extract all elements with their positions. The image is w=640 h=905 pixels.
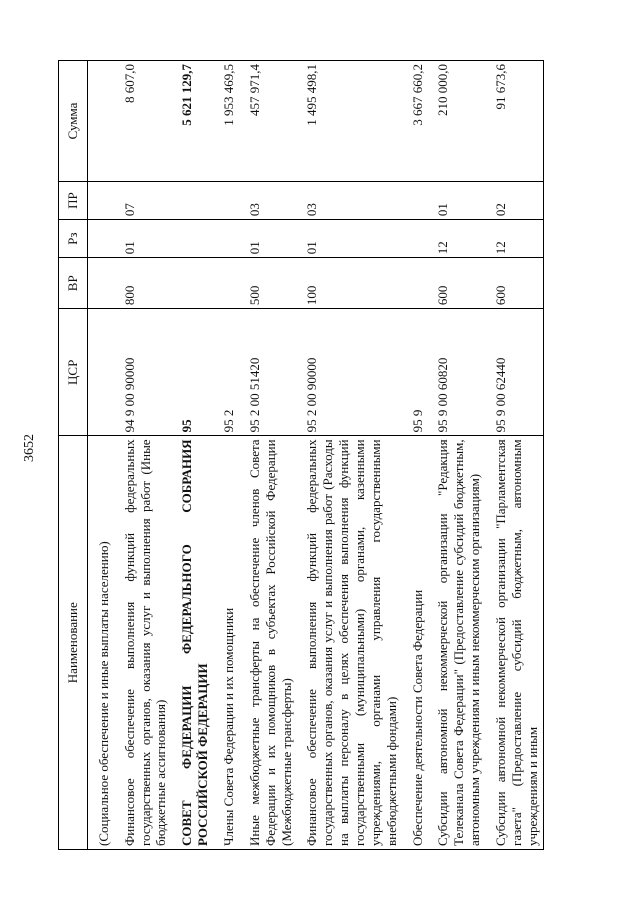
table-row [485, 61, 543, 850]
cell-csr: 95 [171, 309, 213, 436]
cell-csr: 95 2 00 90000 [296, 309, 401, 436]
cell-pr [402, 181, 428, 219]
cell-name: Субсидии автономной некоммерческой организации "Парламентская газета" (Предоставление субсидий бюджетным, автономным учреждениям и иным [485, 436, 543, 850]
cell-csr: 95 9 00 62440 [485, 309, 543, 436]
cell-pr: 01 [427, 181, 485, 219]
cell-rz: 12 [427, 220, 485, 258]
cell-pr: 07 [114, 181, 172, 219]
budget-table [58, 60, 544, 850]
table-row [213, 61, 239, 850]
table-row [296, 61, 401, 850]
cell-vr [213, 258, 239, 309]
header-csr: ЦСР [59, 309, 88, 436]
table-row [427, 61, 485, 850]
header-rz: Рз [59, 220, 88, 258]
cell-rz [402, 220, 428, 258]
cell-vr [171, 258, 213, 309]
cell-sum: 1 495 498,1 [296, 61, 401, 182]
cell-csr: 95 9 00 60820 [427, 309, 485, 436]
cell-rz: 01 [296, 220, 401, 258]
cell-vr [87, 258, 113, 309]
cell-vr: 500 [239, 258, 297, 309]
cell-pr [213, 181, 239, 219]
cell-csr [87, 309, 113, 436]
cell-name: Субсидии автономной некоммерческой организации "Редакция Телеканала Совета Федерации" (Предоставление субсидий бюджетным, автономным учреждениям и иным некоммерческим организациям) [427, 436, 485, 850]
table-row [87, 61, 113, 850]
table-row [402, 61, 428, 850]
cell-pr [171, 181, 213, 219]
cell-rz [171, 220, 213, 258]
cell-vr [402, 258, 428, 309]
header-name: Наименование [59, 436, 88, 850]
cell-pr: 03 [296, 181, 401, 219]
cell-rz [87, 220, 113, 258]
cell-rz: 01 [114, 220, 172, 258]
cell-sum: 3 667 660,2 [402, 61, 428, 182]
cell-pr: 02 [485, 181, 543, 219]
cell-sum: 457 971,4 [239, 61, 297, 182]
cell-name: СОВЕТ ФЕДЕРАЦИИ ФЕДЕРАЛЬНОГО СОБРАНИЯ РОССИЙСКОЙ ФЕДЕРАЦИИ [171, 436, 213, 850]
cell-rz: 01 [239, 220, 297, 258]
cell-sum: 5 621 129,7 [171, 61, 213, 182]
cell-sum [87, 61, 113, 182]
cell-vr: 600 [485, 258, 543, 309]
table-row [171, 61, 213, 850]
cell-vr: 600 [427, 258, 485, 309]
cell-csr: 95 2 00 51420 [239, 309, 297, 436]
cell-name: Обеспечение деятельности Совета Федерации [402, 436, 428, 850]
header-pr: ПР [59, 181, 88, 219]
cell-rz: 12 [485, 220, 543, 258]
cell-name: (Социальное обеспечение и иные выплаты населению) [87, 436, 113, 850]
table-header-row [59, 61, 88, 850]
cell-sum: 91 673,6 [485, 61, 543, 182]
cell-pr: 03 [239, 181, 297, 219]
cell-csr: 95 2 [213, 309, 239, 436]
cell-vr: 100 [296, 258, 401, 309]
page-number: 3652 [22, 434, 37, 462]
cell-name: Члены Совета Федерации и их помощники [213, 436, 239, 850]
table-row [239, 61, 297, 850]
cell-rz [213, 220, 239, 258]
table-row [114, 61, 172, 850]
cell-name: Иные межбюджетные трансферты на обеспечение членов Совета Федерации и их помощников в субъектах Российской Федерации (Межбюджетные трансферты) [239, 436, 297, 850]
header-vr: ВР [59, 258, 88, 309]
cell-sum: 1 953 469,5 [213, 61, 239, 182]
cell-csr: 94 9 00 90000 [114, 309, 172, 436]
cell-vr: 800 [114, 258, 172, 309]
cell-csr: 95 9 [402, 309, 428, 436]
header-sum: Сумма [59, 61, 88, 182]
cell-pr [87, 181, 113, 219]
rotated-page [58, 60, 618, 850]
cell-name: Финансовое обеспечение выполнения функций федеральных государственных органов, оказания услуг и выполнения работ (Иные бюджетные ассигнования) [114, 436, 172, 850]
cell-sum: 210 000,0 [427, 61, 485, 182]
cell-sum: 8 607,0 [114, 61, 172, 182]
cell-name: Финансовое обеспечение выполнения функций федеральных государственных органов, оказания услуг и выполнения работ (Расходы на выплаты персоналу в целях обеспечения выполнения функций государственными (муниципальными) органами, казенными учреждениями, органами управления государственными внебюджетными фондами) [296, 436, 401, 850]
